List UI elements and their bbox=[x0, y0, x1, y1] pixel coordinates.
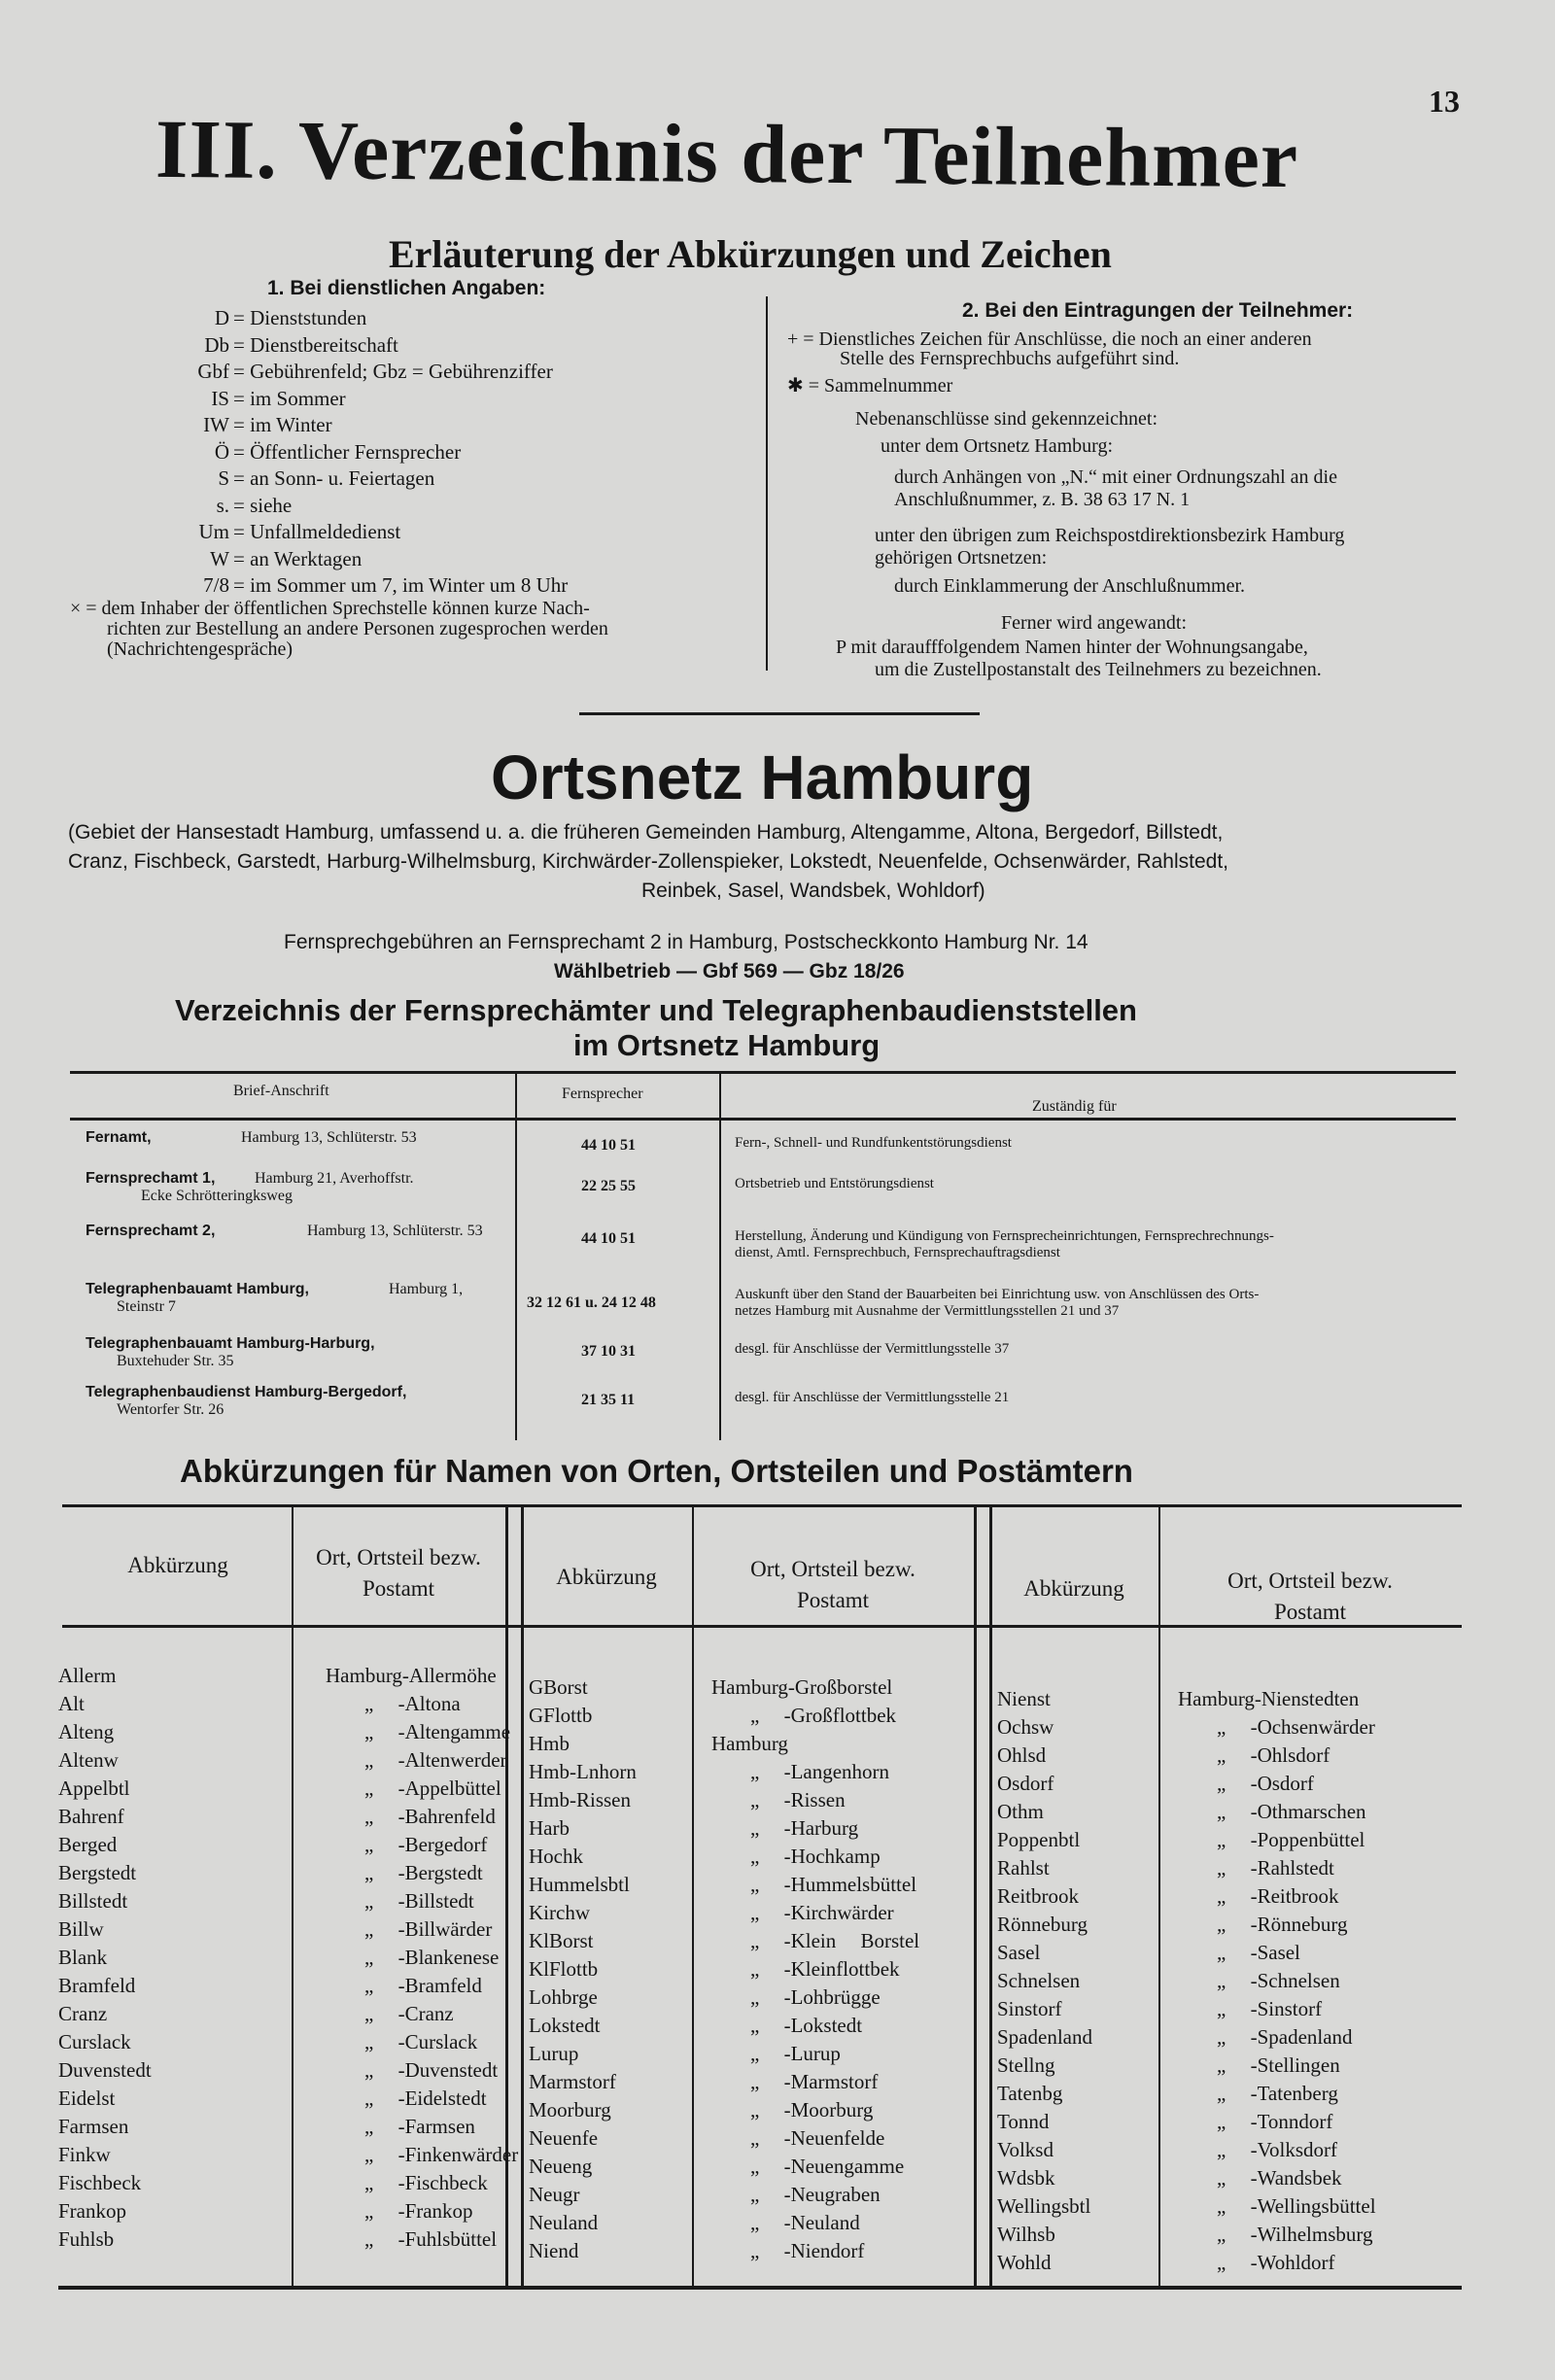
offices-table-top-rule bbox=[70, 1071, 1456, 1074]
abbrev-place-name: „ -Neuland bbox=[750, 2211, 860, 2234]
abbrev-place-name: „ -Tatenberg bbox=[1217, 2082, 1338, 2105]
abbrev-code: Bramfeld bbox=[58, 1974, 136, 1997]
abbrev-col-header: Postamt bbox=[796, 1588, 870, 1612]
legend-right-line: Ferner wird angewandt: bbox=[1001, 612, 1188, 634]
office-phone: 21 35 11 bbox=[581, 1392, 636, 1408]
abbrev-code: Alteng bbox=[58, 1720, 115, 1743]
abbrev-place-name: „ -Hummelsbüttel bbox=[750, 1873, 917, 1896]
abbrev-place-name: „ -Tonndorf bbox=[1217, 2110, 1333, 2133]
abbrev-code: Wohld bbox=[997, 2251, 1052, 2274]
abbrev-place-name: „ -Hochkamp bbox=[750, 1845, 881, 1868]
abbrev-place-name: „ -Neuengamme bbox=[750, 2155, 905, 2178]
abbrev-col-sep bbox=[974, 1504, 977, 2288]
abbrev-col-sep bbox=[692, 1504, 694, 2288]
abbrev-code: Sasel bbox=[997, 1941, 1041, 1964]
legend-left bbox=[58, 277, 758, 685]
abbrev-place-name: „ -Duvenstedt bbox=[364, 2058, 499, 2082]
legend-abbr-key: Db bbox=[204, 332, 229, 357]
abbrev-code: Hmb bbox=[529, 1732, 570, 1755]
abbrev-place-name: „ -Marmstorf bbox=[750, 2070, 879, 2093]
legend-right-heading: 2. Bei den Eintragungen der Teilnehmer: bbox=[962, 299, 1354, 322]
offices-table-header-rule bbox=[70, 1118, 1456, 1121]
legend-abbr-key: Um bbox=[198, 520, 229, 543]
legend-right-line: + = Dienstliches Zeichen für Anschlüsse, die noch an einer anderen bbox=[787, 328, 1312, 350]
abbrev-code: Wdsbk bbox=[997, 2166, 1055, 2190]
office-phone: 32 12 61 u. 24 12 48 bbox=[527, 1294, 656, 1311]
office-address-line2: Buxtehuder Str. 35 bbox=[117, 1353, 234, 1369]
abbrev-place-name: „ -Bramfeld bbox=[364, 1974, 482, 1997]
abbrev-place-name: „ -Altengamme bbox=[364, 1720, 511, 1743]
abbrev-place-name: „ -Langenhorn bbox=[750, 1760, 890, 1783]
abbrev-place-name: „ -Lohbrügge bbox=[750, 1985, 881, 2009]
abbrev-code: Alt bbox=[58, 1692, 85, 1715]
abbrev-place-name: „ -Moorburg bbox=[750, 2098, 874, 2121]
abbrev-col-header: Ort, Ortsteil bezw. bbox=[750, 1557, 916, 1581]
office-address: Hamburg 13, Schlüterstr. 53 bbox=[241, 1129, 417, 1146]
abbrev-place-name: „ -Stellingen bbox=[1217, 2053, 1340, 2077]
abbrev-place-name: „ -Reitbrook bbox=[1217, 1884, 1339, 1908]
abbrev-code: Ohlsd bbox=[997, 1743, 1047, 1767]
abbrev-code: Blank bbox=[58, 1946, 108, 1969]
legend-abbr-key: Gbf bbox=[197, 360, 229, 383]
office-duty: desgl. für Anschlüsse der Vermittlungsstelle 37 bbox=[735, 1341, 1010, 1357]
abbrev-code: Allerm bbox=[58, 1664, 117, 1687]
abbrev-place-name: „ -Lokstedt bbox=[750, 2014, 863, 2037]
abbrev-code: Finkw bbox=[58, 2143, 111, 2166]
abbrev-code: Hummelsbtl bbox=[529, 1873, 630, 1896]
table-row bbox=[0, 1281, 1555, 1329]
abbrev-place-name: „ -Blankenese bbox=[364, 1946, 500, 1969]
office-address: Hamburg 1, bbox=[389, 1281, 464, 1297]
legend-right-line: gehörigen Ortsnetzen: bbox=[875, 547, 1048, 569]
abbrev-place-name: „ -Othmarschen bbox=[1217, 1800, 1366, 1823]
abbrev-col-sep bbox=[505, 1504, 508, 2288]
legend-abbr-text: = Gebührenfeld; Gbz = Gebührenziffer bbox=[233, 360, 553, 383]
legend-abbr-text: = im Sommer bbox=[233, 386, 346, 410]
fees-line: Fernsprechgebühren an Fernsprechamt 2 in Hamburg, Postscheckkonto Hamburg Nr. 14 bbox=[284, 931, 1088, 953]
abbrev-code: Osdorf bbox=[997, 1772, 1054, 1795]
abbrev-code: Neueng bbox=[529, 2155, 593, 2178]
abbrev-place-name: „ -Sinstorf bbox=[1217, 1997, 1323, 2020]
ortsnetz-title: Ortsnetz Hamburg bbox=[491, 742, 1034, 812]
abbrev-code: Hochk bbox=[529, 1845, 583, 1868]
abbrev-place-name: „ -Bergstedt bbox=[364, 1861, 483, 1884]
abbrev-code: Hmb-Rissen bbox=[529, 1788, 631, 1811]
office-address: Hamburg 13, Schlüterstr. 53 bbox=[307, 1223, 483, 1239]
legend-abbr-key: 7/8 bbox=[203, 573, 229, 597]
abbrev-place-name: „ -Billwärder bbox=[364, 1917, 493, 1941]
abbrev-code: Fuhlsb bbox=[58, 2227, 115, 2251]
office-name: Telegraphenbauamt Hamburg-Harburg, bbox=[86, 1335, 375, 1352]
abbrev-place-name: „ -Kleinflottbek bbox=[750, 1957, 900, 1981]
office-name: Fernsprechamt 1, bbox=[86, 1170, 216, 1187]
abbrev-place-name: „ -Bergedorf bbox=[364, 1833, 488, 1856]
abbrev-code: Poppenbtl bbox=[997, 1828, 1081, 1851]
abbrev-place-name: „ -Curslack bbox=[364, 2030, 478, 2053]
abbrev-table-header-rule bbox=[62, 1625, 1462, 1628]
abbrev-code: Niend bbox=[529, 2239, 579, 2262]
abbrev-place-name: „ -Niendorf bbox=[750, 2239, 865, 2262]
abbrev-code: Fischbeck bbox=[58, 2171, 142, 2194]
legend-abbr-text: = im Winter bbox=[233, 413, 332, 436]
ortsnetz-desc-line: Reinbek, Sasel, Wandsbek, Wohldorf) bbox=[641, 880, 985, 902]
legend-right-line: Anschlußnummer, z. B. 38 63 17 N. 1 bbox=[894, 489, 1191, 510]
abbrev-code: Neuenfe bbox=[529, 2126, 599, 2150]
legend-abbr-text: = an Sonn- u. Feiertagen bbox=[233, 466, 435, 490]
section-divider bbox=[579, 712, 980, 715]
abbrev-code: Spadenland bbox=[997, 2025, 1092, 2049]
abbrev-place-name: „ -Eidelstedt bbox=[364, 2087, 487, 2110]
abbrev-code: Billstedt bbox=[58, 1889, 128, 1913]
abbrev-code: Volksd bbox=[997, 2138, 1054, 2161]
legend-abbr-text: = siehe bbox=[233, 493, 293, 517]
waehlbetrieb-line: Wählbetrieb — Gbf 569 — Gbz 18/26 bbox=[554, 960, 905, 983]
abbrev-col-header: Ort, Ortsteil bezw. bbox=[316, 1545, 481, 1569]
abbrev-place-name: Hamburg-Allermöhe bbox=[326, 1664, 497, 1687]
abbrev-place-name: „ -Wohldorf bbox=[1217, 2251, 1335, 2274]
legend-note-line: (Nachrichtengespräche) bbox=[107, 638, 293, 660]
offices-col-header: Zuständig für bbox=[1032, 1098, 1117, 1115]
legend-divider bbox=[766, 296, 768, 671]
legend-right-line: Nebenanschlüsse sind gekennzeichnet: bbox=[855, 408, 1158, 430]
abbrev-code: Lohbrge bbox=[529, 1985, 598, 2009]
abbrev-place-name: „ -Finkenwärder bbox=[364, 2143, 519, 2166]
abbrev-col-sep bbox=[989, 1504, 992, 2288]
abbrev-col-header: Abkürzung bbox=[556, 1565, 657, 1589]
abbrev-place-name: „ -Farmsen bbox=[364, 2115, 475, 2138]
abbrev-code: Altenw bbox=[58, 1748, 119, 1772]
abbrev-code: Tatenbg bbox=[997, 2082, 1063, 2105]
abbrev-code: Billw bbox=[58, 1917, 104, 1941]
abbrev-place-name: „ -Großflottbek bbox=[750, 1704, 897, 1727]
office-duty: desgl. für Anschlüsse der Vermittlungsstelle 21 bbox=[735, 1390, 1010, 1405]
abbrev-place-name: „ -Neuenfelde bbox=[750, 2126, 885, 2150]
abbrev-code: Neugr bbox=[529, 2183, 580, 2206]
abbrev-code: Bergstedt bbox=[58, 1861, 137, 1884]
abbrev-place-name: „ -Ochsenwärder bbox=[1217, 1715, 1375, 1739]
abbrev-place-name: „ -Appelbüttel bbox=[364, 1776, 501, 1800]
legend-abbr-text: = Dienstbereitschaft bbox=[233, 332, 398, 357]
abbrev-code: Appelbtl bbox=[58, 1776, 130, 1800]
abbrev-code: Marmstorf bbox=[529, 2070, 616, 2093]
legend-right-line: unter den übrigen zum Reichspostdirektionsbezirk Hamburg bbox=[875, 525, 1345, 546]
offices-col-header: Fernsprecher bbox=[562, 1086, 643, 1102]
legend-abbr-text: = Öffentlicher Fernsprecher bbox=[233, 439, 462, 464]
abbrev-place-name: „ -Rahlstedt bbox=[1217, 1856, 1334, 1880]
abbrev-col-header: Abkürzung bbox=[1023, 1576, 1124, 1601]
legend-right-line: durch Einklammerung der Anschlußnummer. bbox=[894, 575, 1246, 597]
abbrev-heading: Abkürzungen für Namen von Orten, Ortsteilen und Postämtern bbox=[180, 1453, 1133, 1489]
abbrev-code: KlBorst bbox=[529, 1929, 594, 1952]
legend-right-line: durch Anhängen von „N.“ mit einer Ordnungszahl an die bbox=[894, 466, 1337, 488]
legend-abbr-key: W bbox=[210, 546, 229, 570]
offices-heading bbox=[175, 993, 1390, 1071]
office-name: Telegraphenbaudienst Hamburg-Bergedorf, bbox=[86, 1384, 407, 1400]
abbrev-place-name: „ -Wellingsbüttel bbox=[1217, 2194, 1376, 2218]
abbrev-place-name: „ -Frankop bbox=[364, 2199, 473, 2223]
legend-abbr-key: Ö bbox=[214, 439, 229, 464]
abbrev-code: Kirchw bbox=[529, 1901, 590, 1924]
legend-abbr-key: S bbox=[218, 466, 229, 490]
legend-abbr-text: = an Werktagen bbox=[233, 546, 363, 570]
legend-abbr-text: = Unfallmeldedienst bbox=[233, 520, 401, 543]
office-duty: Ortsbetrieb und Entstörungsdienst bbox=[735, 1176, 934, 1191]
abbrev-code: Eidelst bbox=[58, 2087, 116, 2110]
abbrev-code: Lurup bbox=[529, 2042, 579, 2065]
legend-note-line: × = dem Inhaber der öffentlichen Sprechstelle können kurze Nach- bbox=[70, 598, 590, 619]
table-row bbox=[0, 1223, 1555, 1271]
table-row bbox=[0, 1170, 1555, 1219]
legend-right-line: P mit daraufffolgendem Namen hinter der Wohnungsangabe, bbox=[836, 637, 1308, 658]
office-name: Telegraphenbauamt Hamburg, bbox=[86, 1281, 309, 1297]
office-name: Fernamt, bbox=[86, 1129, 152, 1146]
legend-abbr-key: IW bbox=[203, 413, 229, 436]
office-duty: netzes Hamburg mit Ausnahme der Vermittlungsstellen 21 und 37 bbox=[735, 1303, 1120, 1319]
office-duty: Herstellung, Änderung und Kündigung von Fernsprecheinrichtungen, Fernsprechrechnungs- bbox=[735, 1228, 1274, 1244]
abbrev-place-name: „ -Osdorf bbox=[1217, 1772, 1314, 1795]
abbrev-code: GBorst bbox=[529, 1675, 588, 1699]
legend-abbr-text: = Dienststunden bbox=[233, 306, 367, 329]
offices-heading-line: im Ortsnetz Hamburg bbox=[573, 1028, 881, 1062]
abbrev-col-header: Postamt bbox=[1273, 1600, 1347, 1624]
ortsnetz-desc-line: (Gebiet der Hansestadt Hamburg, umfassend u. a. die früheren Gemeinden Hamburg, Altengamme, Altona, Bergedorf, Billstedt, bbox=[68, 821, 1224, 844]
abbrev-code: Schnelsen bbox=[997, 1969, 1081, 1992]
office-phone: 22 25 55 bbox=[581, 1178, 636, 1194]
legend-left-heading: 1. Bei dienstlichen Angaben: bbox=[267, 277, 546, 299]
abbrev-col-header: Abkürzung bbox=[127, 1553, 228, 1577]
page-number: 13 bbox=[1429, 84, 1460, 119]
abbrev-code: Duvenstedt bbox=[58, 2058, 152, 2082]
abbrev-table-top-rule bbox=[62, 1504, 1462, 1507]
abbrev-place-name: „ -Volksdorf bbox=[1217, 2138, 1338, 2161]
abbrev-code: Berged bbox=[58, 1833, 118, 1856]
abbrev-code: Wellingsbtl bbox=[997, 2194, 1091, 2218]
abbrev-code: Ochsw bbox=[997, 1715, 1054, 1739]
abbrev-place-name: „ -Fischbeck bbox=[364, 2171, 488, 2194]
abbrev-place-name: „ -Ohlsdorf bbox=[1217, 1743, 1330, 1767]
abbrev-place-name: „ -Wandsbek bbox=[1217, 2166, 1342, 2190]
abbrev-code: GFlottb bbox=[529, 1704, 593, 1727]
legend-right-line: Stelle des Fernsprechbuchs aufgeführt sind. bbox=[840, 348, 1180, 369]
ortsnetz-description bbox=[68, 821, 1487, 918]
abbrev-place-name: „ -Cranz bbox=[364, 2002, 454, 2025]
office-address-line2: Steinstr 7 bbox=[117, 1298, 176, 1315]
abbrev-col-header: Postamt bbox=[362, 1576, 435, 1601]
offices-col-header: Brief-Anschrift bbox=[233, 1083, 329, 1099]
abbrev-place-name: „ -Wilhelmsburg bbox=[1217, 2223, 1373, 2246]
abbrev-code: Rahlst bbox=[997, 1856, 1050, 1880]
legend-abbr-key: IS bbox=[211, 386, 229, 410]
legend-right bbox=[787, 292, 1468, 700]
abbrev-code: Wilhsb bbox=[997, 2223, 1055, 2246]
abbrev-place-name: Hamburg-Großborstel bbox=[711, 1675, 893, 1699]
office-name: Fernsprechamt 2, bbox=[86, 1223, 216, 1239]
abbrev-code: Stellng bbox=[997, 2053, 1055, 2077]
abbrev-place-name: „ -Bahrenfeld bbox=[364, 1805, 496, 1828]
ortsnetz-desc-line: Cranz, Fischbeck, Garstedt, Harburg-Wilhelmsburg, Kirchwärder-Zollenspieker, Lokstedt, Neuenfelde, Ochsenwärder, Rahlstedt, bbox=[68, 850, 1229, 873]
legend-heading: Erläuterung der Abkürzungen und Zeichen bbox=[389, 232, 1112, 276]
abbrev-place-name: „ -Fuhlsbüttel bbox=[364, 2227, 498, 2251]
abbrev-place-name: „ -Schnelsen bbox=[1217, 1969, 1340, 1992]
abbrev-code: Farmsen bbox=[58, 2115, 129, 2138]
abbrev-code: Cranz bbox=[58, 2002, 108, 2025]
abbrev-code: Bahrenf bbox=[58, 1805, 124, 1828]
legend-right-line: unter dem Ortsnetz Hamburg: bbox=[881, 435, 1114, 457]
abbrev-place-name: „ -Altona bbox=[364, 1692, 461, 1715]
abbrev-col-header: Ort, Ortsteil bezw. bbox=[1227, 1569, 1393, 1593]
abbrev-code: Harb bbox=[529, 1816, 570, 1840]
abbrev-code: Curslack bbox=[58, 2030, 131, 2053]
abbrev-code: Lokstedt bbox=[529, 2014, 601, 2037]
abbrev-code: Nienst bbox=[997, 1687, 1051, 1710]
abbrev-code: KlFlottb bbox=[529, 1957, 599, 1981]
abbrev-place-name: „ -Klein Borstel bbox=[750, 1929, 920, 1952]
office-phone: 37 10 31 bbox=[581, 1343, 636, 1360]
abbrev-code: Sinstorf bbox=[997, 1997, 1062, 2020]
office-address: Hamburg 21, Averhoffstr. bbox=[255, 1170, 414, 1187]
office-duty: Auskunft über den Stand der Bauarbeiten bei Einrichtung usw. von Anschlüssen des Orts- bbox=[735, 1287, 1260, 1302]
abbrev-place-name: „ -Harburg bbox=[750, 1816, 859, 1840]
abbrev-place-name: „ -Sasel bbox=[1217, 1941, 1300, 1964]
abbrev-place-name: „ -Billstedt bbox=[364, 1889, 474, 1913]
page-title: III. Verzeichnis der Teilnehmer bbox=[155, 101, 1299, 206]
abbrev-code: Neuland bbox=[529, 2211, 599, 2234]
legend-note-line: richten zur Bestellung an andere Personen zugesprochen werden bbox=[107, 618, 608, 639]
legend-right-line: ✱ = Sammelnummer bbox=[787, 375, 953, 397]
table-row bbox=[0, 1335, 1555, 1384]
legend-abbr-text: = im Sommer um 7, im Winter um 8 Uhr bbox=[233, 573, 569, 597]
office-address-line2: Ecke Schrötteringksweg bbox=[141, 1188, 293, 1204]
abbrev-col-sep bbox=[292, 1504, 294, 2288]
legend-abbr-key: s. bbox=[216, 493, 229, 517]
abbrev-col-sep bbox=[521, 1504, 524, 2288]
abbrev-code: Hmb-Lnhorn bbox=[529, 1760, 637, 1783]
office-address-line2: Wentorfer Str. 26 bbox=[117, 1401, 225, 1418]
abbrev-code: Reitbrook bbox=[997, 1884, 1079, 1908]
abbrev-place-name: „ -Rönneburg bbox=[1217, 1913, 1348, 1936]
abbrev-place-name: „ -Altenwerder bbox=[364, 1748, 507, 1772]
legend-abbr-key: D bbox=[214, 306, 229, 329]
abbrev-code: Rönneburg bbox=[997, 1913, 1088, 1936]
table-row bbox=[0, 1384, 1555, 1432]
abbrev-place-name: Hamburg-Nienstedten bbox=[1178, 1687, 1360, 1710]
office-phone: 44 10 51 bbox=[581, 1137, 636, 1154]
office-phone: 44 10 51 bbox=[581, 1230, 636, 1247]
abbrev-table-bottom-rule bbox=[58, 2286, 1462, 2290]
abbrev-code: Othm bbox=[997, 1800, 1044, 1823]
office-duty: dienst, Amtl. Fernsprechbuch, Fernsprechauftragsdienst bbox=[735, 1245, 1060, 1260]
abbrev-place-name: „ -Neugraben bbox=[750, 2183, 881, 2206]
abbrev-place-name: „ -Kirchwärder bbox=[750, 1901, 894, 1924]
abbrev-place-name: „ -Lurup bbox=[750, 2042, 841, 2065]
abbrev-code: Moorburg bbox=[529, 2098, 611, 2121]
abbrev-code: Frankop bbox=[58, 2199, 126, 2223]
abbrev-place-name: „ -Poppenbüttel bbox=[1217, 1828, 1365, 1851]
abbrev-place-name: „ -Rissen bbox=[750, 1788, 846, 1811]
offices-heading-line: Verzeichnis der Fernsprechämter und Telegraphenbaudienststellen bbox=[175, 993, 1137, 1027]
abbrev-code: Tonnd bbox=[997, 2110, 1050, 2133]
abbrev-place-name: „ -Spadenland bbox=[1217, 2025, 1353, 2049]
office-duty: Fern-, Schnell- und Rundfunkentstörungsdienst bbox=[735, 1135, 1012, 1151]
legend-right-line: um die Zustellpostanstalt des Teilnehmers zu bezeichnen. bbox=[875, 659, 1322, 680]
abbrev-place-name: Hamburg bbox=[711, 1732, 788, 1755]
